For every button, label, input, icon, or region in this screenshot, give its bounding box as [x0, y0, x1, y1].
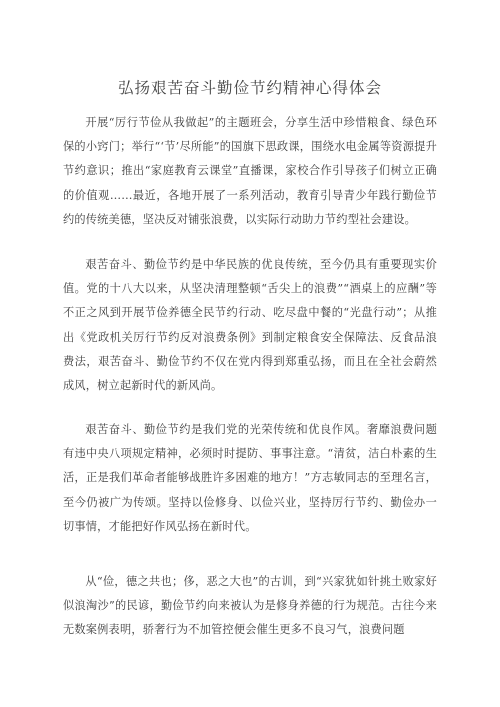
paragraph-4: 从“俭，德之共也；侈，恶之大也”的古训，到“兴家犹如针挑土败家好似浪淘沙”的民谚，勤俭节约向来被认为是修身养德的行为规范。古往今来无数案例表明，骄奢行为不加管控便会催生更多不良习气，浪费问题: [63, 575, 437, 637]
document-title: 弘扬艰苦奋斗勤俭节约精神心得体会: [117, 79, 382, 97]
paragraph-1: 开展“厉行节俭从我做起”的主题班会，分享生活中珍惜粮食、绿色环保的小窍门；举行“‘节’尽所能”的国旗下思政课，围绕水电金属等资源提升节约意识；推出“家庭教育云课堂”直播课，家校合作引导孩子们树立正确的价值观……最近，各地开展了一系列活动，教育引导青少年践行勤俭节约的传统美德，坚决反对铺张浪费，以实际行动助力节约型社会建设。: [63, 116, 437, 226]
paragraph-3: 艰苦奋斗、勤俭节约是我们党的光荣传统和优良作风。奢靡浪费问题有违中央八项规定精神，必须时时提防、事事注意。“清贫，洁白朴素的生活，正是我们革命者能够战胜许多困难的地方！”方志敏同志的至理名言，至今仍被广为传颂。坚持以俭修身、以俭兴业，坚持厉行节约、勤俭办一切事情，才能把好作风弘扬在新时代。: [63, 423, 437, 533]
paragraph-2: 艰苦奋斗、勤俭节约是中华民族的优良传统，至今仍具有重要现实价值。党的十八大以来，从坚决清理整顿“舌尖上的浪费”“酒桌上的应酬”等不正之风到开展节俭养德全民节约行动、吃尽盘中餐的“光盘行动”；从推出《党政机关厉行节约反对浪费条例》到制定粮食安全保障法、反食品浪费法，艰苦奋斗、勤俭节约不仅在党内得到郑重弘扬，而且在全社会蔚然成风，树立起新时代的新风尚。: [63, 258, 437, 393]
